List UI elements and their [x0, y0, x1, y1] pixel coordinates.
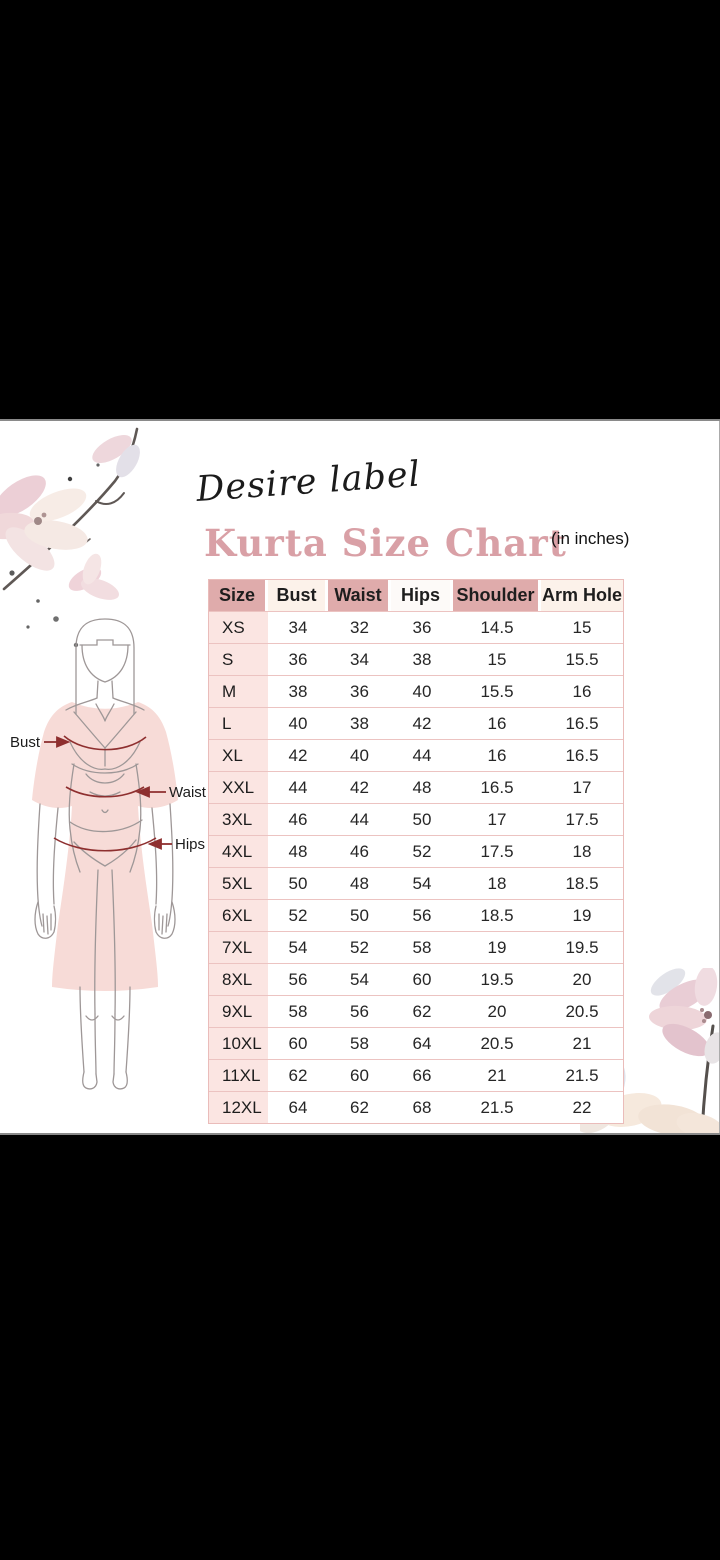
value-cell: 40: [412, 681, 432, 701]
value-cell: 18: [487, 873, 507, 893]
value-cell: 40: [288, 713, 308, 733]
value-cell: 21.5: [480, 1097, 514, 1117]
table-row: [209, 771, 623, 803]
table-row: [209, 675, 623, 707]
value-cell: 58: [288, 1001, 308, 1021]
value-cell: 16: [487, 713, 507, 733]
value-cell: 58: [350, 1033, 369, 1053]
column-header-size: Size: [209, 580, 268, 611]
letterbox-top: [0, 0, 720, 419]
value-cell: 34: [288, 617, 308, 637]
value-cell: 60: [412, 969, 432, 989]
table-row: [209, 1027, 623, 1059]
size-label-cell: 4XL: [209, 836, 268, 867]
value-cell: 19: [572, 905, 592, 925]
column-header-arm-hole: Arm Hole: [541, 580, 623, 611]
value-cell: 54: [350, 969, 369, 989]
value-cell: 21: [487, 1065, 507, 1085]
size-table-header: [209, 580, 623, 611]
value-cell: 46: [288, 809, 308, 829]
value-cell: 19.5: [480, 969, 514, 989]
column-header-waist: Waist: [328, 580, 391, 611]
size-label-cell: 10XL: [209, 1028, 268, 1059]
table-row: [209, 611, 623, 643]
value-cell: 64: [288, 1097, 308, 1117]
value-cell: 58: [412, 937, 432, 957]
value-cell: 68: [412, 1097, 432, 1117]
table-row: [209, 835, 623, 867]
value-cell: 56: [350, 1001, 369, 1021]
value-cell: 52: [412, 841, 432, 861]
table-row: [209, 1091, 623, 1123]
value-cell: 48: [288, 841, 308, 861]
table-row: [209, 931, 623, 963]
value-cell: 66: [412, 1065, 432, 1085]
value-cell: 17: [572, 777, 592, 797]
value-cell: 38: [350, 713, 369, 733]
size-label-cell: S: [209, 644, 268, 675]
value-cell: 42: [350, 777, 369, 797]
value-cell: 56: [288, 969, 308, 989]
bust-label: Bust: [10, 734, 41, 751]
value-cell: 17.5: [480, 841, 514, 861]
value-cell: 16.5: [565, 745, 599, 765]
column-header-hips: Hips: [391, 580, 453, 611]
waist-label: Waist: [169, 784, 206, 801]
table-row: [209, 963, 623, 995]
value-cell: 44: [350, 809, 369, 829]
value-cell: 38: [288, 681, 308, 701]
table-row: [209, 803, 623, 835]
size-label-cell: 5XL: [209, 868, 268, 899]
value-cell: 60: [350, 1065, 369, 1085]
size-label-cell: 6XL: [209, 900, 268, 931]
size-label-cell: 11XL: [209, 1060, 268, 1091]
value-cell: 19.5: [565, 937, 599, 957]
value-cell: 60: [288, 1033, 308, 1053]
value-cell: 36: [350, 681, 369, 701]
value-cell: 16.5: [565, 713, 599, 733]
letterbox-bottom: [0, 1135, 720, 1560]
value-cell: 52: [350, 937, 369, 957]
size-label-cell: 3XL: [209, 804, 268, 835]
value-cell: 62: [412, 1001, 432, 1021]
size-label-cell: 12XL: [209, 1092, 268, 1123]
size-label-cell: L: [209, 708, 268, 739]
value-cell: 16.5: [480, 777, 514, 797]
value-cell: 62: [350, 1097, 369, 1117]
table-row: [209, 995, 623, 1027]
value-cell: 17.5: [565, 809, 599, 829]
unit-note: (in inches): [551, 529, 630, 548]
value-cell: 19: [487, 937, 507, 957]
value-cell: 15: [487, 649, 507, 669]
value-cell: 22: [572, 1097, 592, 1117]
value-cell: 20.5: [480, 1033, 514, 1053]
value-cell: 15: [572, 617, 592, 637]
value-cell: 17: [487, 809, 507, 829]
value-cell: 32: [350, 617, 369, 637]
value-cell: 54: [412, 873, 432, 893]
value-cell: 50: [350, 905, 369, 925]
size-label-cell: M: [209, 676, 268, 707]
value-cell: 21.5: [565, 1065, 599, 1085]
table-row: [209, 707, 623, 739]
size-label-cell: XXL: [209, 772, 268, 803]
column-header-bust: Bust: [268, 580, 328, 611]
column-header-shoulder: Shoulder: [453, 580, 541, 611]
table-row: [209, 867, 623, 899]
size-label-cell: XL: [209, 740, 268, 771]
size-label-cell: XS: [209, 612, 268, 643]
value-cell: 18.5: [480, 905, 514, 925]
value-cell: 50: [288, 873, 308, 893]
value-cell: 16: [572, 681, 592, 701]
value-cell: 15.5: [565, 649, 599, 669]
size-label-cell: 7XL: [209, 932, 268, 963]
value-cell: 48: [350, 873, 369, 893]
value-cell: 44: [412, 745, 432, 765]
value-cell: 48: [412, 777, 432, 797]
value-cell: 18: [572, 841, 592, 861]
value-cell: 38: [412, 649, 432, 669]
value-cell: 16: [487, 745, 507, 765]
brand-logo-text: Desire label: [194, 454, 423, 511]
size-table: [208, 579, 624, 1124]
value-cell: 15.5: [480, 681, 514, 701]
value-cell: 21: [572, 1033, 592, 1053]
value-cell: 54: [288, 937, 308, 957]
table-row: [209, 643, 623, 675]
body-measurement-figure: [0, 614, 210, 1094]
value-cell: 42: [412, 713, 432, 733]
value-cell: 56: [412, 905, 432, 925]
value-cell: 40: [350, 745, 369, 765]
value-cell: 64: [412, 1033, 432, 1053]
value-cell: 62: [288, 1065, 308, 1085]
value-cell: 36: [412, 617, 432, 637]
value-cell: 20: [487, 1001, 507, 1021]
value-cell: 20.5: [565, 1001, 599, 1021]
value-cell: 18.5: [565, 873, 599, 893]
page-title: Kurta Size Chart: [204, 521, 567, 565]
table-row: [209, 739, 623, 771]
table-row: [209, 899, 623, 931]
size-label-cell: 8XL: [209, 964, 268, 995]
value-cell: 14.5: [480, 617, 514, 637]
value-cell: 20: [572, 969, 592, 989]
value-cell: 36: [288, 649, 308, 669]
value-cell: 34: [350, 649, 369, 669]
value-cell: 42: [288, 745, 308, 765]
value-cell: 52: [288, 905, 308, 925]
size-table-body: [209, 611, 623, 1123]
value-cell: 46: [350, 841, 369, 861]
table-row: [209, 1059, 623, 1091]
value-cell: 50: [412, 809, 432, 829]
size-label-cell: 9XL: [209, 996, 268, 1027]
size-chart-panel: [0, 419, 720, 1135]
value-cell: 44: [288, 777, 308, 797]
hips-label: Hips: [175, 836, 206, 853]
